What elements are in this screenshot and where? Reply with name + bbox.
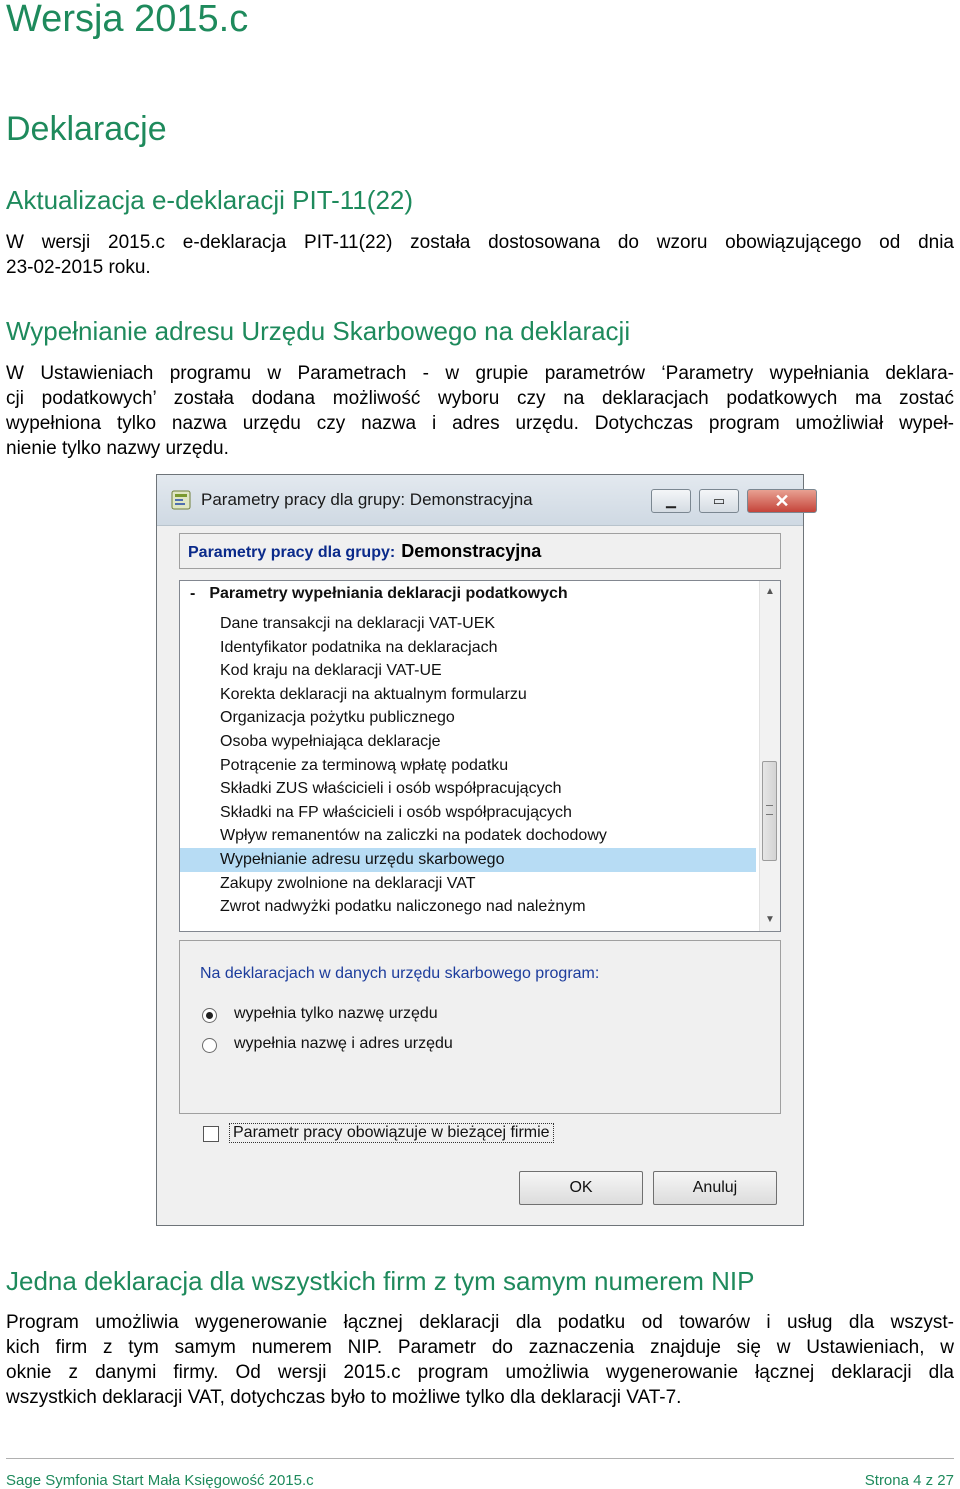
tree-item-selected[interactable]: Wypełnianie adresu urzędu skarbowego [180,848,756,872]
maximize-button[interactable]: ▭ [699,489,739,513]
tree-item[interactable]: Składki ZUS właścicieli i osób współpracujących [220,780,562,798]
dialog-title: Parametry pracy dla grupy: Demonstracyjna [201,490,533,509]
paragraph-line: nienie tylko nazwy urzędu. [6,438,229,459]
tree-item[interactable]: Organizacja pożytku publicznego [220,709,455,727]
tree-item[interactable]: Kod kraju na deklaracji VAT-UE [220,662,442,680]
current-company-checkbox[interactable] [203,1126,219,1142]
dialog-titlebar[interactable] [157,475,803,526]
parameters-tree[interactable] [179,580,781,932]
paragraph-line: 23-02-2015 roku. [6,257,151,278]
tree-item[interactable]: Zakupy zwolnione na deklaracji VAT [220,874,476,892]
paragraph-line: kich firm z tym samym numerem NIP. Parametr do zaznaczenia znajduje się w Ustawieniach, w [6,1337,954,1358]
tree-item[interactable]: Identyfikator podatnika na deklaracjach [220,638,498,656]
cancel-button[interactable]: Anuluj [653,1171,777,1205]
tree-item[interactable]: Korekta deklaracji na aktualnym formularzu [220,685,527,703]
version-heading: Wersja 2015.c [6,0,249,40]
group-label: Parametry pracy dla grupy: [188,544,396,561]
collapse-icon[interactable]: - [190,585,196,602]
tree-item[interactable]: Wpływ remanentów na zaliczki na podatek dochodowy [220,827,607,845]
close-button[interactable]: ✕ [747,489,817,513]
ok-button[interactable]: OK [519,1171,643,1205]
vertical-scrollbar[interactable] [759,581,780,931]
paragraph-line: Program umożliwia wygenerowanie łącznej deklaracji dla podatku od towarów i usług dla wszyst- [6,1312,954,1333]
paragraph-line: cji podatkowych’ została dodana możliwość wyboru czy na deklaracjach podatkowych ma zostać [6,388,954,409]
paragraph-line: oknie z danymi firmy. Od wersji 2015.c program umożliwia wygenerowanie łącznej deklaracji dla [6,1362,954,1383]
tree-root-node[interactable] [190,585,568,603]
current-company-checkbox-label[interactable]: Parametr pracy obowiązuje w bieżącej firmie [229,1123,554,1143]
tree-item[interactable]: Zwrot nadwyżki podatku naliczonego nad należnym [220,898,586,916]
section-title: Deklaracje [6,110,167,148]
radio-name-only-label[interactable]: wypełnia tylko nazwę urzędu [234,1005,438,1022]
subsection-title-us-address: Wypełnianie adresu Urzędu Skarbowego na deklaracji [6,316,631,346]
app-icon [171,490,191,510]
parameters-dialog [156,474,804,1226]
paragraph-line: W wersji 2015.c e-deklaracja PIT-11(22) została dostosowana do wzoru obowiązującego od dnia [6,232,954,253]
grip-icon [766,805,773,815]
minimize-button[interactable]: ▁ [651,489,691,513]
tree-item[interactable]: Potrącenie za terminową wpłatę podatku [220,756,509,774]
tree-items [180,612,756,919]
paragraph-line: wszystkich deklaracji VAT, dotychczas było to możliwe tylko dla deklaracji VAT-7. [6,1387,682,1408]
radio-name-address-label[interactable]: wypełnia nazwę i adres urzędu [234,1035,453,1052]
footer-page-number: Strona 4 z 27 [864,1472,954,1489]
tree-root-label: Parametry wypełniania deklaracji podatkowych [209,585,568,602]
options-group [179,940,781,1114]
paragraph-line: W Ustawieniach programu w Parametrach - w grupie parametrów ‘Parametry wypełniania deklara- [6,363,954,384]
group-value: Demonstracyjna [401,541,542,561]
group-header [179,533,781,569]
options-caption: Na deklaracjach w danych urzędu skarbowego program: [200,965,600,982]
subsection-title-pit11: Aktualizacja e-deklaracji PIT-11(22) [6,185,414,215]
radio-name-only[interactable] [202,1008,217,1023]
tree-item[interactable]: Składki na FP właścicieli i osób współpracujących [220,803,572,821]
scroll-down-icon[interactable]: ▼ [765,914,775,925]
scroll-thumb[interactable] [762,761,777,861]
tree-item[interactable]: Osoba wypełniająca deklaracje [220,732,441,750]
radio-name-address[interactable] [202,1038,217,1053]
scroll-up-icon[interactable]: ▲ [765,586,775,597]
footer-divider [6,1458,954,1459]
paragraph-us-address [6,361,954,461]
paragraph-nip [6,1310,954,1410]
paragraph-pit11 [6,230,954,280]
footer-product: Sage Symfonia Start Mała Księgowość 2015.c [6,1472,314,1489]
paragraph-line: wypełniona tylko nazwa urzędu czy nazwa i adres urzędu. Dotychczas program umożliwiał wypeł- [6,413,954,434]
tree-item[interactable]: Dane transakcji na deklaracji VAT-UEK [220,615,496,632]
subsection-title-nip: Jedna deklaracja dla wszystkich firm z tym samym numerem NIP [6,1266,755,1296]
